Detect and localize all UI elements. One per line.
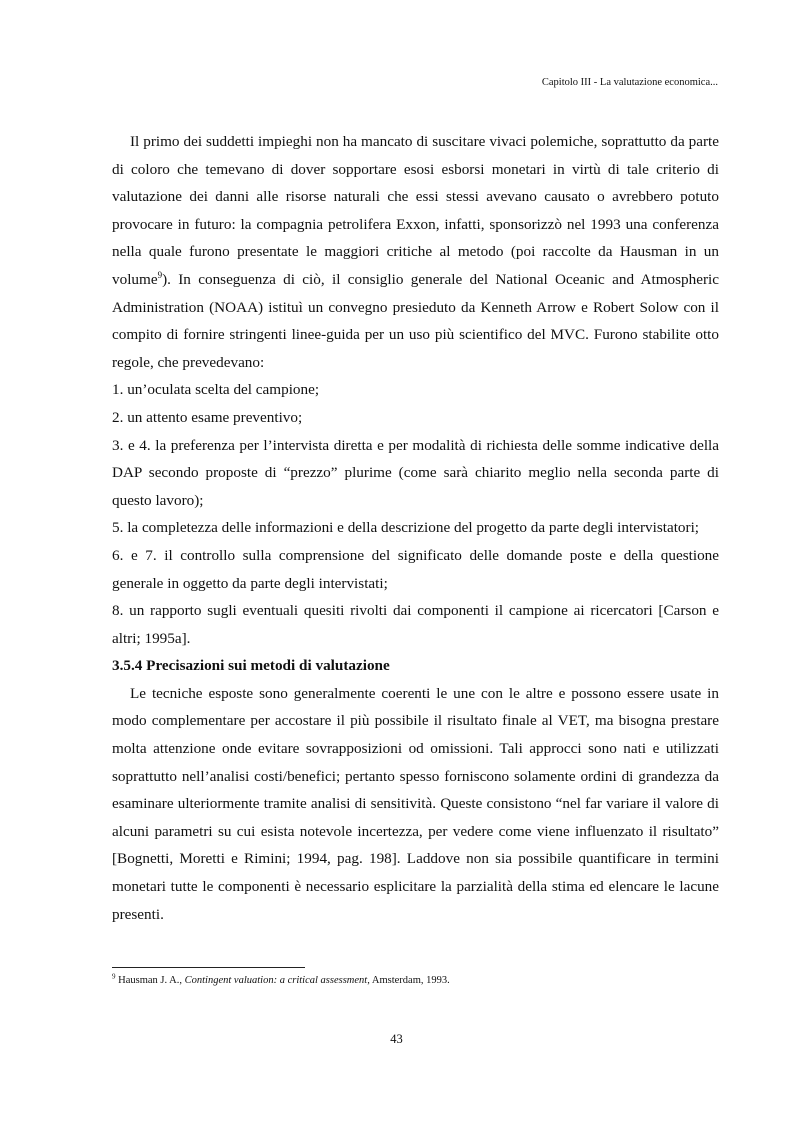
paragraph-1-text-cont: ). In conseguenza di ciò, il consiglio generale del National Oceanic and Atmospheric Administration (NOAA) istituì un convegno presieduto da Kenneth Arrow e Robert Solow con il compito di fornire stringenti linee-guida per un uso più scientifico del MVC. Furono stabilite otto regole, che prevedevano: <box>112 270 719 371</box>
page-body <box>112 128 719 928</box>
footnote-divider <box>112 967 305 968</box>
footnote-author: Hausman J. A., <box>118 975 185 986</box>
footnote-number: 9 <box>112 972 116 981</box>
footnote <box>112 972 450 986</box>
paragraph-1 <box>112 128 719 376</box>
paragraph-1-text: Il primo dei suddetti impieghi non ha mancato di suscitare vivaci polemiche, soprattutto da parte di coloro che temevano di dover sopportare esosi esborsi monetari in virtù di tale criterio di valutazione dei danni alle risorse naturali che essi stessi avevano causato o avrebbero potuto provocare in futuro: la compagnia petrolifera Exxon, infatti, sponsorizzò nel 1993 una conferenza nella quale furono presentate le maggiori critiche al metodo (poi raccolte da Hausman in un volume <box>112 133 719 288</box>
list-item: 2. un attento esame preventivo; <box>112 408 303 426</box>
list-item: 1. un’oculata scelta del campione; <box>112 381 320 399</box>
footnote-reference: 9 <box>157 269 163 280</box>
list-item: 8. un rapporto sugli eventuali quesiti rivolti dai componenti il campione ai ricercatori [Carson e altri; 1995a]. <box>112 602 719 647</box>
footnote-title: Contingent valuation: a critical assessment <box>184 975 368 986</box>
footnote-rest: , Amsterdam, 1993. <box>367 975 450 986</box>
page-number: 43 <box>390 1032 403 1046</box>
section-heading: 3.5.4 Precisazioni sui metodi di valutazione <box>112 657 390 675</box>
paragraph-2: Le tecniche esposte sono generalmente coerenti le une con le altre e possono essere usate in modo complementare per accostare il più possibile il risultato finale al VET, ma bisogna prestare molta attenzione onde evitare sovrapposizioni od omissioni. Tali approcci sono nati e utilizzati soprattutto nell’analisi costi/benefici; pertanto spesso forniscono solamente ordini di grandezza da esaminare ulteriormente tramite analisi di sensitività. Queste consistono “nel far variare il valore di alcuni parametri su cui esista notevole incertezza, per vedere come viene influenzato il risultato” [Bognetti, Moretti e Rimini; 1994, pag. 198]. Laddove non sia possibile quantificare in termini monetari tutte le componenti è necessario esplicitare la parzialità della stima ed elencare le lacune presenti. <box>112 684 719 923</box>
running-header: Capitolo III - La valutazione economica... <box>541 77 718 88</box>
list-item: 3. e 4. la preferenza per l’intervista diretta e per modalità di richiesta delle somme indicative della DAP secondo proposte di “prezzo” plurime (come sarà chiarito meglio nella seconda parte di questo lavoro); <box>112 436 719 509</box>
list-item: 6. e 7. il controllo sulla comprensione del significato delle domande poste e della questione generale in oggetto da parte degli intervistati; <box>112 546 719 592</box>
list-item: 5. la completezza delle informazioni e della descrizione del progetto da parte degli intervistatori; <box>112 519 700 537</box>
